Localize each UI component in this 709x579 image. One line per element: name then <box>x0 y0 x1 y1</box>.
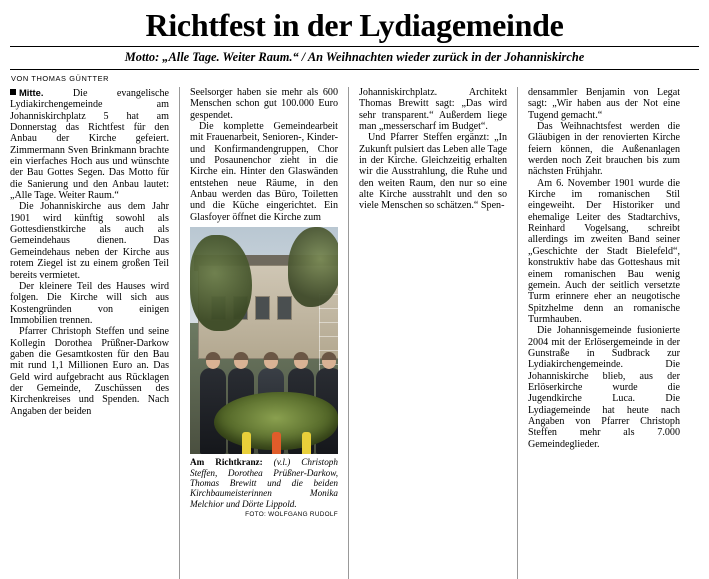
page-title: Richtfest in der Lydiagemeinde <box>145 7 564 43</box>
photo-window <box>277 296 292 320</box>
photo-caption <box>190 457 338 509</box>
photo-ribbon <box>272 432 281 454</box>
headline-divider <box>10 46 699 47</box>
photo-person-hair <box>234 352 249 360</box>
article-column-2 <box>179 87 338 579</box>
paragraph: Seelsorger haben sie mehr als 600 Menschen schon gut 100.000 Euro gespendet. <box>190 87 338 121</box>
paragraph <box>10 87 169 201</box>
paragraph: Und Pfarrer Steffen ergänzt: „In Zukunft pulsiert das Leben alle Tage in der Kirche. Gleichzeitig erhalten wir die Ausstrahlung, die Ruhe und den weiten Raum, den nur so eine alte Kirche ausstrahlt und den so viele Menschen so schätzen.“ Spen- <box>359 132 507 212</box>
dateline-kicker: Mitte. <box>19 87 44 98</box>
photo-tree-right <box>288 227 338 307</box>
photo-ribbon <box>242 432 251 454</box>
paragraph: Der kleinere Teil des Hauses wird folgen. Die Kirche will sich aus Kostengründen von einigen Immobilien trennen. <box>10 280 169 326</box>
paragraph: Die Johanniskirche aus dem Jahr 1901 wird künftig sowohl als Gottesdienstkirche als auch als Gemeindehaus dienen. Das Gemeindehaus neben der Kirche aus rotem Ziegel ist zu einem großen Teil bereits vermietet. <box>10 201 169 281</box>
photo-person-hair <box>206 352 221 360</box>
paragraph: Die Johannisgemeinde fusionierte 2004 mit der Erlösergemeinde in der Gunstraße in Sudbrack zur Lydiakirchengemeinde. Die Johanniskirche blieb, aus der Erlöserkirche wurde die Jugendkirche Luca. Die Lydiagemeinde hat heute nach Angaben von Pfarrer Christoph Steffen mehr als 7.000 Gemeindeglieder. <box>528 325 680 450</box>
photo-window <box>255 296 270 320</box>
paragraph: Das Weihnachtsfest werden die Gläubigen in der renovierten Kirche feiern können, die Außenanlagen werden noch Zeit brauchen bis zum nächsten Frühjahr. <box>528 121 680 178</box>
article-photo <box>190 227 338 454</box>
paragraph: Die komplette Gemeindearbeit mit Frauenarbeit, Senioren-, Kinder- und Konfirmandengruppen, Chor und Posaunenchor zieht in die Kirche ein. Hinter den Glaswänden entstehen neue Räume, in den Anbau werden das Büro, Toiletten und die Küche eingerichtet. Ein Glasfoyer öffnet die Kirche zum <box>190 121 338 223</box>
photo-person-hair <box>294 352 309 360</box>
photo-people-group <box>196 342 338 454</box>
photo-credit: FOTO: WOLFGANG RUDOLF <box>245 511 338 519</box>
photo-tree-left <box>190 235 252 331</box>
caption-text: (v.l.) Christoph Steffen, Dorothea Prüßner-Darkow, Thomas Brewitt und die beiden Kirchbaumeisterinnen Monika Melchior und Dörte Lippold. <box>190 457 338 509</box>
article-columns <box>10 87 699 579</box>
photo-ribbon <box>302 432 311 454</box>
photo-person-hair <box>264 352 279 360</box>
subheadline: Motto: „Alle Tage. Weiter Raum.“ / An Weihnachten wieder zurück in der Johanniskirche <box>124 50 585 64</box>
paragraph: densammler Benjamin von Legat sagt: „Wir haben aus der Not eine Tugend gemacht.“ <box>528 87 680 121</box>
bullet-square-icon <box>10 89 16 95</box>
byline: VON THOMAS GÜNTTER <box>11 74 110 83</box>
photo-person-hair <box>322 352 337 360</box>
paragraph: Am 6. November 1901 wurde die Kirche im romanischen Stil eingeweiht. Der Historiker und ehemalige Leiter des Stadtarchivs, Reinhard Vogelsang, schreibt allerdings im zweiten Band seiner „Geschichte der Stadt Bielefeld“, konstruktiv habe das Gotteshaus mit einem romanischen Bau wenig gemein. Auch der seitlich versetzte Turm erinnere eher an neugotische Spitzhelme denn an romanische Turmhauben. <box>528 177 680 325</box>
article-photo-block <box>190 227 338 518</box>
article-column-1 <box>10 87 169 579</box>
paragraph: Johanniskirchplatz. Architekt Thomas Brewitt sagt: „Das wird sehr transparent.“ Außerdem liege man „messerscharf im Budget“. <box>359 87 507 133</box>
caption-lead: Am Richtkranz: <box>190 457 263 468</box>
article-column-3 <box>348 87 507 579</box>
paragraph: Pfarrer Christoph Steffen und seine Kollegin Dorothea Prüßner-Darkow gaben die Gesamtkosten für den Bau mit rund 1,1 Millionen Euro an. Das Geld wird aufgebracht aus Rücklagen der Gemeinde, Zuschüssen des Kirchenkreises und Spenden. Nach Angaben der beiden <box>10 326 169 417</box>
article-column-4 <box>517 87 680 579</box>
paragraph-text: Die evangelische Lydiakirchengemeinde am Johanniskirchplatz 5 hat am Donnerstag das Richtfest für den Anbau der Kirche gefeiert. Zimmermann Sven Brinkmann brachte ein vierfaches Hoch aus und wünschte der Bau Gottes Segen. Das Motto für die Sanierung und den Anbau lautet: „Alle Tage. Weiter Raum.“ <box>10 88 169 202</box>
photo-richtkranz-wreath <box>214 392 338 450</box>
subhead-divider <box>10 69 699 70</box>
